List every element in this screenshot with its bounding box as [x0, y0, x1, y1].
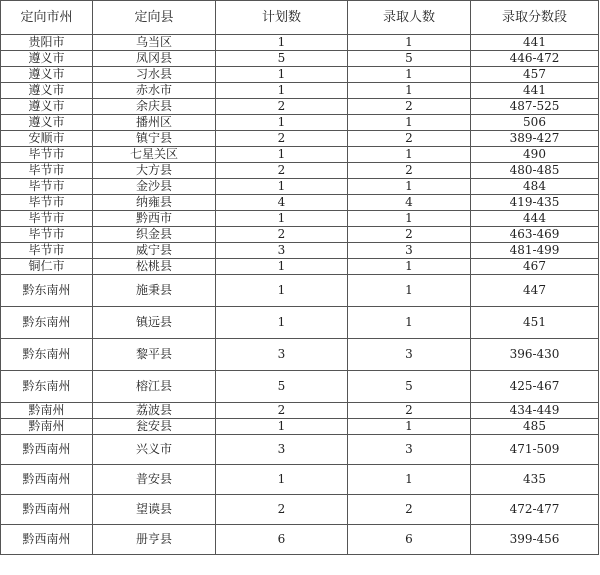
- cell-county: 播州区: [93, 115, 216, 131]
- cell-city: 黔西南州: [1, 465, 93, 495]
- cell-admitted: 1: [348, 211, 471, 227]
- cell-plan: 1: [216, 419, 348, 435]
- cell-admitted: 2: [348, 131, 471, 147]
- cell-city: 黔西南州: [1, 495, 93, 525]
- cell-admitted: 1: [348, 307, 471, 339]
- cell-score-range: 481-499: [471, 243, 599, 259]
- table-row: [1, 35, 599, 51]
- cell-score-range: 506: [471, 115, 599, 131]
- cell-score-range: 444: [471, 211, 599, 227]
- cell-score-range: 485: [471, 419, 599, 435]
- cell-score-range: 446-472: [471, 51, 599, 67]
- cell-city: 黔南州: [1, 419, 93, 435]
- cell-score-range: 425-467: [471, 371, 599, 403]
- cell-score-range: 419-435: [471, 195, 599, 211]
- cell-county: 乌当区: [93, 35, 216, 51]
- cell-county: 镇宁县: [93, 131, 216, 147]
- cell-city: 黔东南州: [1, 339, 93, 371]
- table-row: [1, 51, 599, 67]
- cell-score-range: 389-427: [471, 131, 599, 147]
- cell-city: 遵义市: [1, 83, 93, 99]
- table-row: [1, 465, 599, 495]
- table-row: [1, 307, 599, 339]
- cell-plan: 5: [216, 371, 348, 403]
- cell-city: 毕节市: [1, 147, 93, 163]
- table-row: [1, 275, 599, 307]
- cell-plan: 1: [216, 275, 348, 307]
- cell-admitted: 1: [348, 259, 471, 275]
- cell-admitted: 1: [348, 275, 471, 307]
- cell-city: 毕节市: [1, 179, 93, 195]
- cell-city: 贵阳市: [1, 35, 93, 51]
- cell-admitted: 5: [348, 51, 471, 67]
- table-row: [1, 243, 599, 259]
- cell-county: 黔西市: [93, 211, 216, 227]
- cell-county: 施秉县: [93, 275, 216, 307]
- cell-admitted: 1: [348, 179, 471, 195]
- cell-county: 七星关区: [93, 147, 216, 163]
- table-row: [1, 147, 599, 163]
- cell-admitted: 2: [348, 163, 471, 179]
- cell-city: 黔南州: [1, 403, 93, 419]
- table-row: [1, 163, 599, 179]
- table-row: [1, 115, 599, 131]
- cell-county: 荔波县: [93, 403, 216, 419]
- cell-plan: 3: [216, 339, 348, 371]
- header-city: 定向市州: [1, 1, 93, 35]
- cell-admitted: 1: [348, 35, 471, 51]
- cell-plan: 1: [216, 35, 348, 51]
- cell-city: 毕节市: [1, 195, 93, 211]
- table-row: [1, 371, 599, 403]
- header-row: [1, 1, 599, 35]
- cell-score-range: 399-456: [471, 525, 599, 555]
- cell-county: 大方县: [93, 163, 216, 179]
- cell-city: 黔东南州: [1, 307, 93, 339]
- cell-plan: 1: [216, 67, 348, 83]
- cell-plan: 2: [216, 99, 348, 115]
- cell-county: 金沙县: [93, 179, 216, 195]
- cell-admitted: 2: [348, 227, 471, 243]
- cell-county: 榕江县: [93, 371, 216, 403]
- header-admitted: 录取人数: [348, 1, 471, 35]
- cell-plan: 3: [216, 243, 348, 259]
- table-row: [1, 83, 599, 99]
- cell-admitted: 1: [348, 147, 471, 163]
- cell-county: 纳雍县: [93, 195, 216, 211]
- cell-score-range: 435: [471, 465, 599, 495]
- cell-admitted: 1: [348, 419, 471, 435]
- cell-admitted: 4: [348, 195, 471, 211]
- cell-plan: 5: [216, 51, 348, 67]
- cell-score-range: 434-449: [471, 403, 599, 419]
- cell-score-range: 471-509: [471, 435, 599, 465]
- cell-county: 镇远县: [93, 307, 216, 339]
- cell-city: 遵义市: [1, 67, 93, 83]
- cell-county: 兴义市: [93, 435, 216, 465]
- cell-city: 铜仁市: [1, 259, 93, 275]
- cell-plan: 1: [216, 115, 348, 131]
- cell-county: 织金县: [93, 227, 216, 243]
- cell-plan: 1: [216, 307, 348, 339]
- cell-plan: 4: [216, 195, 348, 211]
- cell-score-range: 457: [471, 67, 599, 83]
- cell-score-range: 396-430: [471, 339, 599, 371]
- cell-admitted: 2: [348, 403, 471, 419]
- cell-score-range: 447: [471, 275, 599, 307]
- cell-plan: 3: [216, 435, 348, 465]
- cell-county: 望谟县: [93, 495, 216, 525]
- cell-admitted: 1: [348, 115, 471, 131]
- header-plan: 计划数: [216, 1, 348, 35]
- cell-score-range: 484: [471, 179, 599, 195]
- cell-county: 册亨县: [93, 525, 216, 555]
- cell-city: 黔东南州: [1, 371, 93, 403]
- cell-score-range: 472-477: [471, 495, 599, 525]
- cell-plan: 1: [216, 83, 348, 99]
- header-county: 定向县: [93, 1, 216, 35]
- cell-admitted: 1: [348, 67, 471, 83]
- cell-county: 威宁县: [93, 243, 216, 259]
- cell-plan: 1: [216, 147, 348, 163]
- cell-city: 毕节市: [1, 227, 93, 243]
- cell-city: 黔东南州: [1, 275, 93, 307]
- table-row: [1, 495, 599, 525]
- header-score-range: 录取分数段: [471, 1, 599, 35]
- cell-plan: 1: [216, 211, 348, 227]
- cell-score-range: 467: [471, 259, 599, 275]
- cell-admitted: 3: [348, 339, 471, 371]
- cell-score-range: 487-525: [471, 99, 599, 115]
- cell-plan: 1: [216, 259, 348, 275]
- table-row: [1, 67, 599, 83]
- cell-admitted: 3: [348, 243, 471, 259]
- table-row: [1, 403, 599, 419]
- table-row: [1, 339, 599, 371]
- cell-county: 习水县: [93, 67, 216, 83]
- cell-county: 余庆县: [93, 99, 216, 115]
- cell-plan: 1: [216, 179, 348, 195]
- table-row: [1, 259, 599, 275]
- cell-admitted: 6: [348, 525, 471, 555]
- cell-county: 赤水市: [93, 83, 216, 99]
- cell-plan: 2: [216, 403, 348, 419]
- cell-city: 毕节市: [1, 243, 93, 259]
- cell-plan: 1: [216, 465, 348, 495]
- cell-city: 毕节市: [1, 211, 93, 227]
- cell-city: 黔西南州: [1, 525, 93, 555]
- cell-plan: 6: [216, 525, 348, 555]
- cell-admitted: 3: [348, 435, 471, 465]
- cell-plan: 2: [216, 131, 348, 147]
- cell-county: 凤冈县: [93, 51, 216, 67]
- cell-score-range: 441: [471, 35, 599, 51]
- cell-score-range: 463-469: [471, 227, 599, 243]
- table-row: [1, 131, 599, 147]
- table-row: [1, 525, 599, 555]
- cell-score-range: 441: [471, 83, 599, 99]
- table-row: [1, 227, 599, 243]
- cell-admitted: 2: [348, 495, 471, 525]
- cell-city: 遵义市: [1, 51, 93, 67]
- cell-score-range: 490: [471, 147, 599, 163]
- cell-plan: 2: [216, 495, 348, 525]
- cell-score-range: 480-485: [471, 163, 599, 179]
- cell-plan: 2: [216, 163, 348, 179]
- cell-admitted: 2: [348, 99, 471, 115]
- table-row: [1, 419, 599, 435]
- cell-city: 黔西南州: [1, 435, 93, 465]
- cell-plan: 2: [216, 227, 348, 243]
- cell-county: 普安县: [93, 465, 216, 495]
- table-row: [1, 99, 599, 115]
- table-row: [1, 195, 599, 211]
- cell-county: 黎平县: [93, 339, 216, 371]
- cell-admitted: 1: [348, 83, 471, 99]
- cell-admitted: 1: [348, 465, 471, 495]
- table-row: [1, 179, 599, 195]
- cell-city: 安顺市: [1, 131, 93, 147]
- cell-score-range: 451: [471, 307, 599, 339]
- cell-city: 遵义市: [1, 99, 93, 115]
- cell-county: 松桃县: [93, 259, 216, 275]
- cell-county: 瓮安县: [93, 419, 216, 435]
- cell-admitted: 5: [348, 371, 471, 403]
- cell-city: 毕节市: [1, 163, 93, 179]
- cell-city: 遵义市: [1, 115, 93, 131]
- table-row: [1, 435, 599, 465]
- table-row: [1, 211, 599, 227]
